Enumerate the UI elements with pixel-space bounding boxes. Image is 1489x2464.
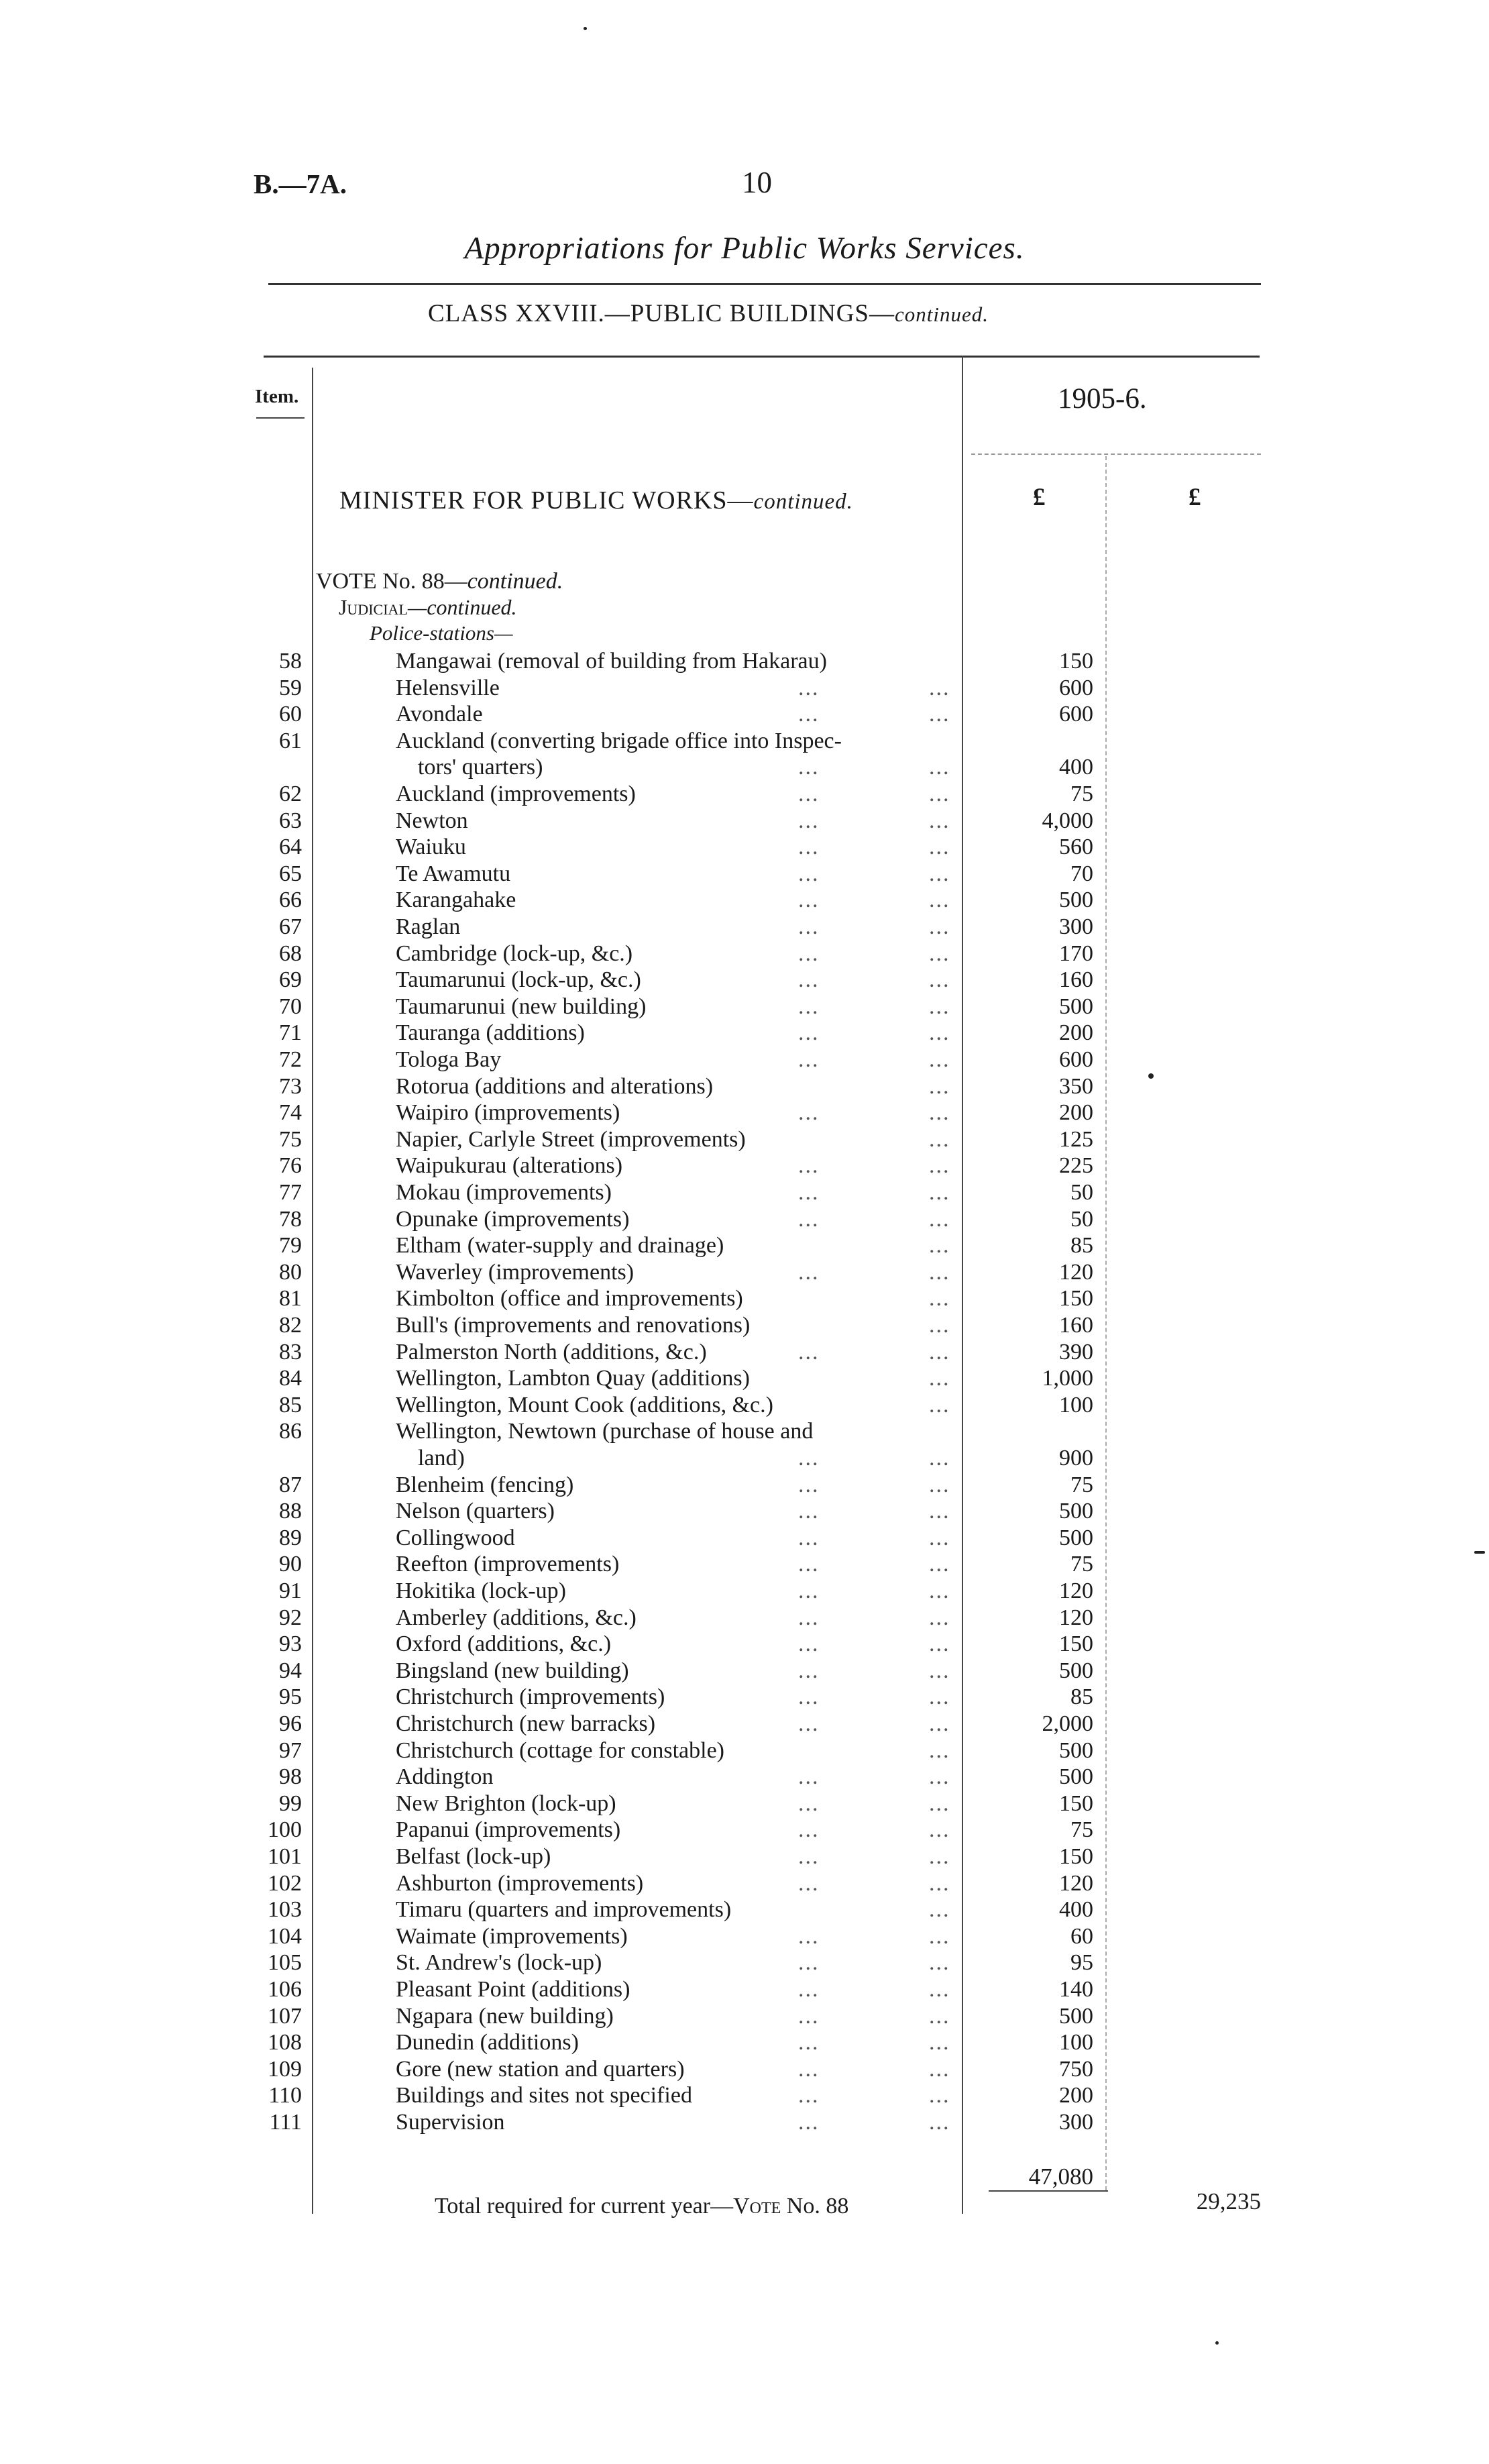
item-description: Nelson (quarters) bbox=[396, 1499, 555, 1523]
item-amount: 95 bbox=[1070, 1950, 1093, 1975]
item-description: Christchurch (improvements) bbox=[396, 1684, 665, 1709]
item-number: 103 bbox=[268, 1897, 302, 1922]
item-number: 67 bbox=[279, 914, 302, 939]
item-description: Taumarunui (lock-up, &c.) bbox=[396, 967, 641, 992]
item-column-header: Item. bbox=[255, 386, 299, 407]
item-description: Hokitika (lock-up) bbox=[396, 1578, 566, 1603]
item-number: 79 bbox=[279, 1233, 302, 1258]
item-number: 58 bbox=[279, 649, 302, 674]
item-number: 92 bbox=[279, 1605, 302, 1630]
item-description: Dunedin (additions) bbox=[396, 2030, 579, 2055]
table-row: 103 Timaru (quarters and improvements) ... 400 bbox=[268, 1897, 1093, 1922]
table-row: 92 Amberley (additions, &c.) ... ... 120 bbox=[279, 1605, 1093, 1630]
item-amount: 600 bbox=[1059, 1047, 1093, 1072]
item-description: Supervision bbox=[396, 2110, 505, 2135]
print-speck bbox=[1148, 1073, 1154, 1079]
item-description: Karangahake bbox=[396, 888, 516, 912]
item-description: Auckland (improvements) bbox=[396, 782, 636, 806]
table-row: 99 New Brighton (lock-up) ... ... 150 bbox=[279, 1791, 1093, 1816]
item-number: 61 bbox=[279, 729, 302, 753]
item-amount: 500 bbox=[1059, 1499, 1093, 1523]
item-amount: 120 bbox=[1059, 1871, 1093, 1896]
column-total: 29,235 bbox=[1196, 2188, 1261, 2214]
item-description: Helensville bbox=[396, 676, 500, 700]
item-number: 98 bbox=[279, 1764, 302, 1789]
item-number: 78 bbox=[279, 1207, 302, 1232]
item-number: 63 bbox=[279, 808, 302, 833]
item-description: Cambridge (lock-up, &c.) bbox=[396, 941, 633, 966]
item-description: Kimbolton (office and improvements) bbox=[396, 1286, 743, 1311]
item-amount: 85 bbox=[1070, 1233, 1093, 1258]
item-amount: 50 bbox=[1070, 1180, 1093, 1205]
table-row: 102 Ashburton (improvements) ... ... 120 bbox=[268, 1871, 1093, 1896]
item-number: 104 bbox=[268, 1924, 302, 1949]
minister-heading bbox=[339, 486, 853, 515]
item-number: 64 bbox=[279, 835, 302, 859]
item-amount: 300 bbox=[1059, 914, 1093, 939]
currency-header-current: £ bbox=[1033, 484, 1046, 511]
item-number: 72 bbox=[279, 1047, 302, 1072]
current-year-total: 47,080 bbox=[1028, 2163, 1093, 2190]
item-number: 96 bbox=[279, 1711, 302, 1736]
item-amount: 170 bbox=[1059, 941, 1093, 966]
print-speck bbox=[584, 27, 587, 30]
item-number: 77 bbox=[279, 1180, 302, 1205]
item-description: Gore (new station and quarters) bbox=[396, 2057, 685, 2082]
table-row: 85 Wellington, Mount Cook (additions, &c.) ... 100 bbox=[279, 1393, 1093, 1417]
item-description: Waipiro (improvements) bbox=[396, 1100, 620, 1125]
table-row: 59 Helensville ... ... 600 bbox=[279, 676, 1093, 700]
table-row: 89 Collingwood ... ... 500 bbox=[279, 1525, 1093, 1550]
item-number: 74 bbox=[279, 1100, 302, 1125]
item-description: Wellington, Newtown (purchase of house and bbox=[396, 1419, 814, 1444]
table-row: tors' quarters) ... ... 400 bbox=[418, 755, 1093, 780]
item-number: 62 bbox=[279, 782, 302, 806]
title-rule bbox=[268, 283, 1261, 285]
item-description: land) bbox=[418, 1446, 465, 1470]
item-number: 86 bbox=[279, 1419, 302, 1444]
page-number: 10 bbox=[742, 166, 772, 199]
item-amount: 500 bbox=[1059, 2004, 1093, 2029]
table-row: 84 Wellington, Lambton Quay (additions) ... 1,000 bbox=[279, 1366, 1093, 1391]
item-amount: 75 bbox=[1070, 1552, 1093, 1576]
item-number: 76 bbox=[279, 1153, 302, 1178]
item-amount: 600 bbox=[1059, 676, 1093, 700]
item-number: 106 bbox=[268, 1977, 302, 2002]
item-amount: 200 bbox=[1059, 1100, 1093, 1125]
table-row: 81 Kimbolton (office and improvements) ... 150 bbox=[279, 1286, 1093, 1311]
table-row: 79 Eltham (water-supply and drainage) ... 85 bbox=[279, 1233, 1093, 1258]
item-number: 95 bbox=[279, 1684, 302, 1709]
total-label bbox=[435, 2194, 848, 2219]
judicial-continued: —continued. bbox=[407, 595, 517, 619]
item-description: Mokau (improvements) bbox=[396, 1180, 612, 1205]
table-row: 110 Buildings and sites not specified ... ... 200 bbox=[268, 2083, 1093, 2108]
item-amount: 750 bbox=[1059, 2057, 1093, 2082]
table-row bbox=[0, 1418, 1489, 1444]
vote-heading bbox=[316, 569, 563, 594]
table-row: 105 St. Andrew's (lock-up) ... ... 95 bbox=[268, 1950, 1093, 1975]
table-row: 109 Gore (new station and quarters) ... ... 750 bbox=[268, 2057, 1093, 2082]
table-row: 80 Waverley (improvements) ... ... 120 bbox=[279, 1260, 1093, 1285]
judicial-title: Judicial bbox=[339, 595, 408, 619]
item-number: 102 bbox=[268, 1871, 302, 1896]
item-amount: 500 bbox=[1059, 888, 1093, 912]
item-number: 108 bbox=[268, 2030, 302, 2055]
item-number: 90 bbox=[279, 1552, 302, 1576]
judicial-heading bbox=[339, 595, 517, 620]
item-amount: 150 bbox=[1059, 1791, 1093, 1816]
item-number: 69 bbox=[279, 967, 302, 992]
item-number: 75 bbox=[279, 1127, 302, 1152]
item-amount: 400 bbox=[1059, 1897, 1093, 1922]
item-number: 70 bbox=[279, 994, 302, 1019]
minister-continued: continued. bbox=[753, 490, 853, 514]
item-number: 91 bbox=[279, 1578, 302, 1603]
item-amount: 200 bbox=[1059, 2083, 1093, 2108]
table-row: 96 Christchurch (new barracks) ... ... 2,000 bbox=[279, 1711, 1093, 1736]
item-number: 65 bbox=[279, 861, 302, 886]
item-description: Taumarunui (new building) bbox=[396, 994, 647, 1019]
item-number: 87 bbox=[279, 1472, 302, 1497]
item-underline bbox=[256, 417, 305, 419]
item-amount: 150 bbox=[1059, 1844, 1093, 1869]
total-label-suffix: No. 88 bbox=[781, 2194, 849, 2218]
item-description: Opunake (improvements) bbox=[396, 1207, 630, 1232]
item-number: 99 bbox=[279, 1791, 302, 1816]
item-amount: 350 bbox=[1059, 1074, 1093, 1099]
item-description: Mangawai (removal of building from Hakarau) bbox=[396, 649, 827, 674]
item-number: 88 bbox=[279, 1499, 302, 1523]
item-number: 94 bbox=[279, 1658, 302, 1683]
minister-title: MINISTER FOR PUBLIC WORKS— bbox=[339, 486, 754, 515]
item-number: 109 bbox=[268, 2057, 302, 2082]
print-speck bbox=[1215, 2341, 1219, 2345]
item-number: 100 bbox=[268, 1817, 302, 1842]
item-description: Buildings and sites not specified bbox=[396, 2083, 692, 2108]
table-row: 104 Waimate (improvements) ... ... 60 bbox=[268, 1924, 1093, 1949]
item-number: 84 bbox=[279, 1366, 302, 1391]
table-row: 93 Oxford (additions, &c.) ... ... 150 bbox=[279, 1631, 1093, 1656]
item-number: 82 bbox=[279, 1313, 302, 1338]
item-number: 101 bbox=[268, 1844, 302, 1869]
document-code: B.—7A. bbox=[254, 168, 347, 199]
item-amount: 500 bbox=[1059, 994, 1093, 1019]
item-amount: 500 bbox=[1059, 1738, 1093, 1763]
item-amount: 500 bbox=[1059, 1525, 1093, 1550]
table-row: 67 Raglan ... ... 300 bbox=[279, 914, 1093, 939]
table-row: 98 Addington ... ... 500 bbox=[279, 1764, 1093, 1789]
item-description: Bull's (improvements and renovations) bbox=[396, 1313, 751, 1338]
class-heading bbox=[428, 299, 989, 328]
item-amount: 70 bbox=[1070, 861, 1093, 886]
print-speck bbox=[1474, 1551, 1485, 1554]
item-amount: 50 bbox=[1070, 1207, 1093, 1232]
item-amount: 600 bbox=[1059, 702, 1093, 727]
item-description: Pleasant Point (additions) bbox=[396, 1977, 630, 2002]
table-row: 108 Dunedin (additions) ... ... 100 bbox=[268, 2030, 1093, 2055]
table-row: 87 Blenheim (fencing) ... ... 75 bbox=[279, 1472, 1093, 1497]
item-amount: 100 bbox=[1059, 1393, 1093, 1417]
item-description: Waipukurau (alterations) bbox=[396, 1153, 623, 1178]
table-row: 68 Cambridge (lock-up, &c.) ... ... 170 bbox=[279, 941, 1093, 966]
table-row: 95 Christchurch (improvements) ... ... 85 bbox=[279, 1684, 1093, 1709]
item-amount: 900 bbox=[1059, 1446, 1093, 1470]
item-number: 93 bbox=[279, 1631, 302, 1656]
year-column-header: 1905-6. bbox=[1058, 383, 1147, 415]
item-amount: 160 bbox=[1059, 1313, 1093, 1338]
item-number: 73 bbox=[279, 1074, 302, 1099]
item-number: 71 bbox=[279, 1020, 302, 1045]
item-amount: 120 bbox=[1059, 1578, 1093, 1603]
table-row: 62 Auckland (improvements) ... ... 75 bbox=[279, 782, 1093, 806]
item-description: Ashburton (improvements) bbox=[396, 1871, 644, 1896]
item-description: Raglan bbox=[396, 914, 461, 939]
item-description: Tauranga (additions) bbox=[396, 1020, 585, 1045]
item-number: 81 bbox=[279, 1286, 302, 1311]
item-amount: 75 bbox=[1070, 1472, 1093, 1497]
table-row: 71 Tauranga (additions) ... ... 200 bbox=[279, 1020, 1093, 1045]
item-number: 97 bbox=[279, 1738, 302, 1763]
table-row: 60 Avondale ... ... 600 bbox=[279, 702, 1093, 727]
item-description: New Brighton (lock-up) bbox=[396, 1791, 616, 1816]
class-title: CLASS XXVIII.—PUBLIC BUILDINGS— bbox=[428, 300, 895, 327]
item-description: Waiuku bbox=[396, 835, 466, 859]
item-amount: 150 bbox=[1059, 1631, 1093, 1656]
item-number: 80 bbox=[279, 1260, 302, 1285]
item-amount: 75 bbox=[1070, 782, 1093, 806]
table-row: 75 Napier, Carlyle Street (improvements) ... 125 bbox=[279, 1127, 1093, 1152]
item-number: 89 bbox=[279, 1525, 302, 1550]
item-description: Papanui (improvements) bbox=[396, 1817, 621, 1842]
item-description: Auckland (converting brigade office into Inspec- bbox=[396, 729, 842, 753]
item-description: Eltham (water-supply and drainage) bbox=[396, 1233, 724, 1258]
table-row: land) ... ... 900 bbox=[418, 1446, 1093, 1470]
item-amount: 125 bbox=[1059, 1127, 1093, 1152]
table-row: 73 Rotorua (additions and alterations) ... 350 bbox=[279, 1074, 1093, 1099]
item-description: Tologa Bay bbox=[396, 1047, 502, 1072]
currency-header-total: £ bbox=[1189, 484, 1201, 511]
table-row: 94 Bingsland (new building) ... ... 500 bbox=[279, 1658, 1093, 1683]
item-amount: 225 bbox=[1059, 1153, 1093, 1178]
item-number: 68 bbox=[279, 941, 302, 966]
item-number: 85 bbox=[279, 1393, 302, 1417]
table-row: 76 Waipukurau (alterations) ... ... 225 bbox=[279, 1153, 1093, 1178]
item-amount: 160 bbox=[1059, 967, 1093, 992]
item-amount: 75 bbox=[1070, 1817, 1093, 1842]
item-amount: 120 bbox=[1059, 1260, 1093, 1285]
item-description: Avondale bbox=[396, 702, 483, 727]
item-amount: 60 bbox=[1070, 1924, 1093, 1949]
table-row: 83 Palmerston North (additions, &c.) ... ... 390 bbox=[279, 1340, 1093, 1364]
item-number: 111 bbox=[269, 2110, 302, 2135]
table-row: 106 Pleasant Point (additions) ... ... 140 bbox=[268, 1977, 1093, 2002]
total-label-prefix: Total required for current year— bbox=[435, 2194, 734, 2218]
item-amount: 4,000 bbox=[1042, 808, 1093, 833]
table-row: 63 Newton ... ... 4,000 bbox=[279, 808, 1093, 833]
item-amount: 85 bbox=[1070, 1684, 1093, 1709]
item-description: Oxford (additions, &c.) bbox=[396, 1631, 612, 1656]
item-description: Christchurch (cottage for constable) bbox=[396, 1738, 724, 1763]
item-number: 83 bbox=[279, 1340, 302, 1364]
item-amount: 500 bbox=[1059, 1658, 1093, 1683]
item-description: Reefton (improvements) bbox=[396, 1552, 620, 1576]
table-row: 82 Bull's (improvements and renovations) ... 160 bbox=[279, 1313, 1093, 1338]
item-description: Ngapara (new building) bbox=[396, 2004, 614, 2029]
item-description: Timaru (quarters and improvements) bbox=[396, 1897, 732, 1922]
item-description: Collingwood bbox=[396, 1525, 515, 1550]
item-description: Addington bbox=[396, 1764, 494, 1789]
item-description: Bingsland (new building) bbox=[396, 1658, 629, 1683]
table-row: 70 Taumarunui (new building) ... ... 500 bbox=[279, 994, 1093, 1019]
table-row: 107 Ngapara (new building) ... ... 500 bbox=[268, 2004, 1093, 2029]
table-row: 66 Karangahake ... ... 500 bbox=[279, 888, 1093, 912]
class-continued: continued. bbox=[895, 303, 989, 326]
table-row: 77 Mokau (improvements) ... ... 50 bbox=[279, 1180, 1093, 1205]
item-description: Belfast (lock-up) bbox=[396, 1844, 551, 1869]
item-description: Christchurch (new barracks) bbox=[396, 1711, 656, 1736]
table-top-rule bbox=[264, 356, 1260, 358]
item-amount: 140 bbox=[1059, 1977, 1093, 2002]
item-number: 66 bbox=[279, 888, 302, 912]
table-row: 100 Papanui (improvements) ... ... 75 bbox=[268, 1817, 1093, 1842]
item-description: Wellington, Mount Cook (additions, &c.) bbox=[396, 1393, 773, 1417]
table-row: 101 Belfast (lock-up) ... ... 150 bbox=[268, 1844, 1093, 1869]
item-number: 59 bbox=[279, 676, 302, 700]
total-label-vote: Vote bbox=[733, 2194, 781, 2218]
vote-continued: continued. bbox=[467, 569, 563, 594]
table-row: 97 Christchurch (cottage for constable) ... 500 bbox=[279, 1738, 1093, 1763]
page-title: Appropriations for Public Works Services. bbox=[464, 231, 1025, 266]
table-row bbox=[0, 648, 1489, 674]
table-row: 90 Reefton (improvements) ... ... 75 bbox=[279, 1552, 1093, 1576]
item-amount: 500 bbox=[1059, 1764, 1093, 1789]
table-row bbox=[0, 728, 1489, 754]
table-row: 91 Hokitika (lock-up) ... ... 120 bbox=[279, 1578, 1093, 1603]
item-amount: 300 bbox=[1059, 2110, 1093, 2135]
item-description: Blenheim (fencing) bbox=[396, 1472, 574, 1497]
table-row: 88 Nelson (quarters) ... ... 500 bbox=[279, 1499, 1093, 1523]
table-row: 78 Opunake (improvements) ... ... 50 bbox=[279, 1207, 1093, 1232]
item-amount: 150 bbox=[1059, 649, 1093, 674]
table-row: 64 Waiuku ... ... 560 bbox=[279, 835, 1093, 859]
police-stations-subheading: Police-stations— bbox=[370, 621, 513, 645]
item-amount: 400 bbox=[1059, 755, 1093, 780]
item-amount: 2,000 bbox=[1042, 1711, 1093, 1736]
vote-title: VOTE No. 88— bbox=[316, 569, 467, 594]
item-amount: 560 bbox=[1059, 835, 1093, 859]
item-amount: 100 bbox=[1059, 2030, 1093, 2055]
item-description: St. Andrew's (lock-up) bbox=[396, 1950, 602, 1975]
item-amount: 150 bbox=[1059, 1286, 1093, 1311]
item-description: Te Awamutu bbox=[396, 861, 511, 886]
table-row: 111 Supervision ... ... 300 bbox=[269, 2110, 1093, 2135]
table-row: 65 Te Awamutu ... ... 70 bbox=[279, 861, 1093, 886]
item-amount: 120 bbox=[1059, 1605, 1093, 1630]
item-description: Waimate (improvements) bbox=[396, 1924, 628, 1949]
item-description: Rotorua (additions and alterations) bbox=[396, 1074, 714, 1099]
table-row: 72 Tologa Bay ... ... 600 bbox=[279, 1047, 1093, 1072]
item-description: Wellington, Lambton Quay (additions) bbox=[396, 1366, 750, 1391]
item-number: 60 bbox=[279, 702, 302, 727]
item-description: Napier, Carlyle Street (improvements) bbox=[396, 1127, 746, 1152]
item-number: 107 bbox=[268, 2004, 302, 2029]
item-number: 105 bbox=[268, 1950, 302, 1975]
item-description: Newton bbox=[396, 808, 468, 833]
item-description: Waverley (improvements) bbox=[396, 1260, 635, 1285]
year-underline bbox=[971, 453, 1261, 455]
table-row: 69 Taumarunui (lock-up, &c.) ... ... 160 bbox=[279, 967, 1093, 992]
table-row: 74 Waipiro (improvements) ... ... 200 bbox=[279, 1100, 1093, 1125]
item-number: 110 bbox=[268, 2083, 302, 2108]
item-description: Amberley (additions, &c.) bbox=[396, 1605, 637, 1630]
item-amount: 390 bbox=[1059, 1340, 1093, 1364]
total-rule bbox=[989, 2190, 1108, 2192]
item-description: Palmerston North (additions, &c.) bbox=[396, 1340, 707, 1364]
item-amount: 200 bbox=[1059, 1020, 1093, 1045]
item-amount: 1,000 bbox=[1042, 1366, 1093, 1391]
item-description: tors' quarters) bbox=[418, 755, 543, 780]
